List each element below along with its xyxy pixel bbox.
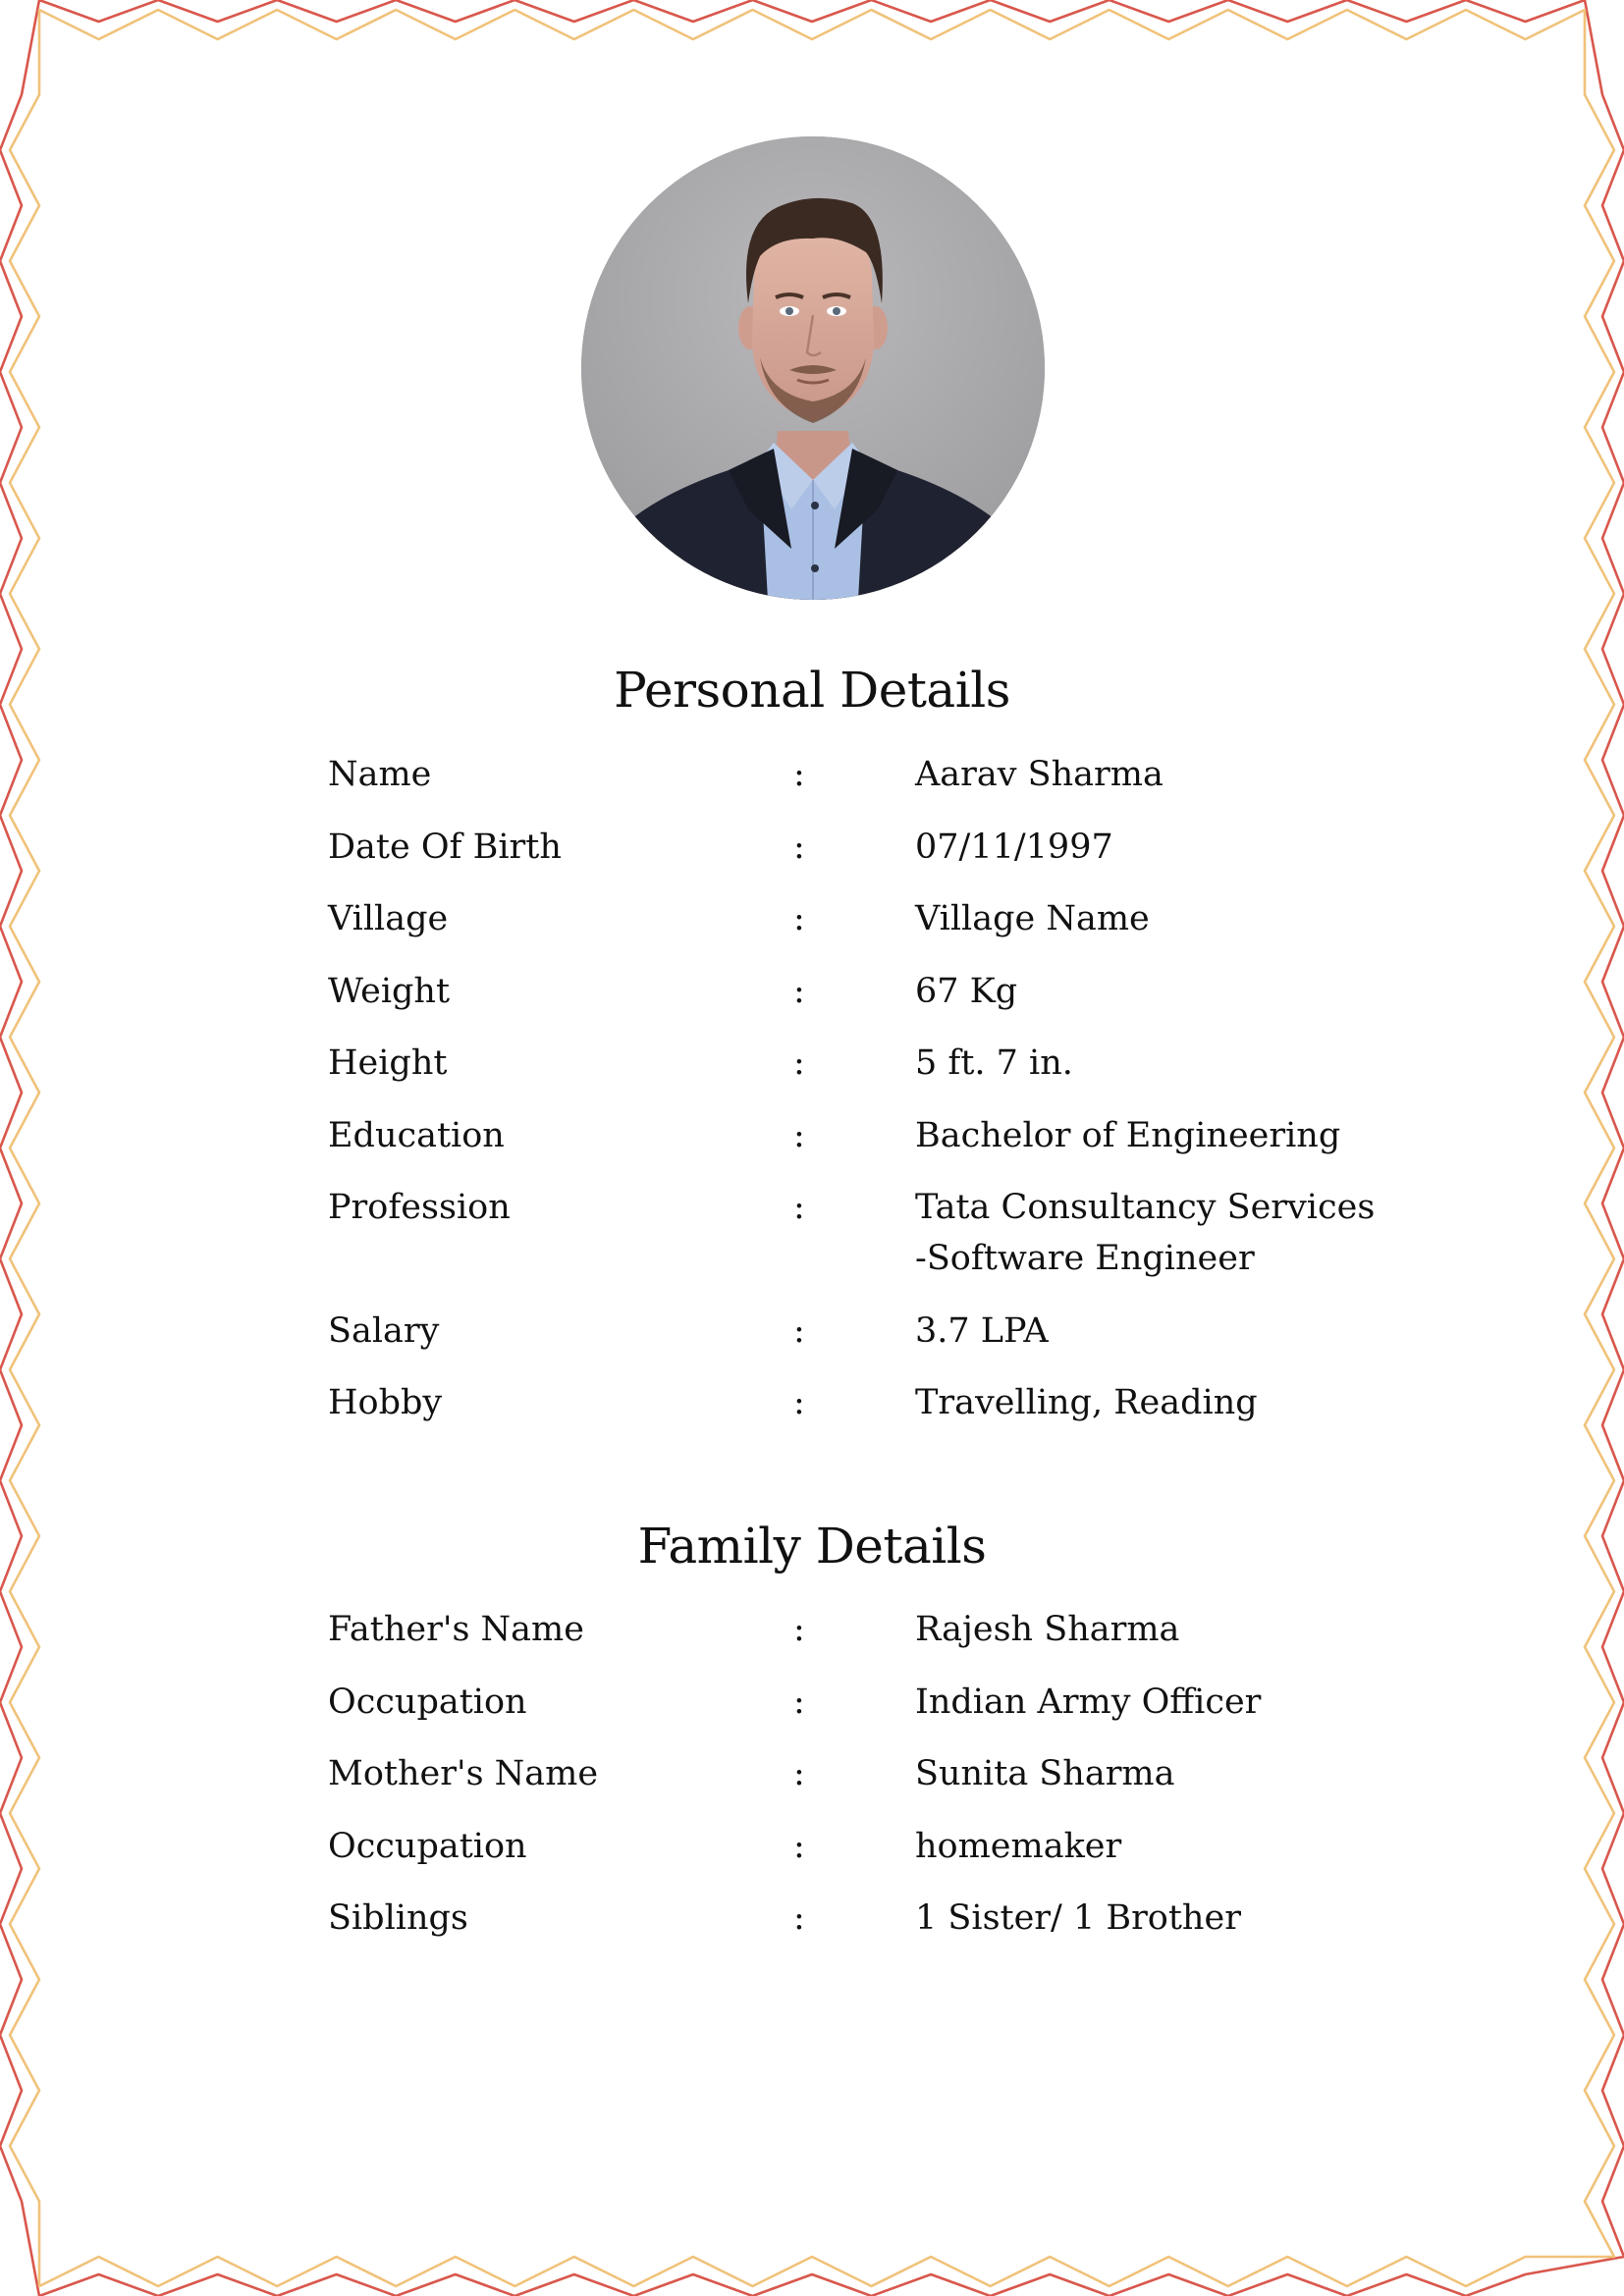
- profile-photo: [581, 136, 1045, 600]
- personal-detail-row: [328, 1038, 1408, 1089]
- detail-value-line: 1 Sister/ 1 Brother: [915, 1898, 1241, 1938]
- detail-value-line: 3.7 LPA: [915, 1310, 1049, 1351]
- detail-value-line: 5 ft. 7 in.: [915, 1043, 1073, 1083]
- detail-value: [915, 1748, 1408, 1799]
- family-detail-row: [328, 1677, 1408, 1728]
- detail-value: [915, 1604, 1408, 1655]
- detail-label: Village: [328, 899, 449, 938]
- personal-detail-row: [328, 1110, 1408, 1161]
- detail-label: Height: [328, 1043, 448, 1083]
- family-detail-row: [328, 1748, 1408, 1799]
- colon-separator: :: [793, 1826, 805, 1866]
- colon-separator: :: [793, 971, 805, 1011]
- detail-label: Profession: [328, 1188, 511, 1227]
- detail-label: Mother's Name: [328, 1754, 599, 1793]
- detail-label: Occupation: [328, 1826, 527, 1866]
- colon-separator: :: [793, 1188, 805, 1227]
- detail-value-line: -Software Engineer: [915, 1239, 1255, 1278]
- colon-separator: :: [793, 755, 805, 794]
- detail-value: [915, 1110, 1408, 1161]
- personal-detail-row: [328, 1306, 1408, 1357]
- detail-value: [915, 893, 1408, 944]
- colon-separator: :: [793, 1115, 805, 1155]
- detail-value-line: homemaker: [915, 1826, 1122, 1866]
- colon-separator: :: [793, 1043, 805, 1083]
- detail-label: Occupation: [328, 1682, 527, 1722]
- detail-value-line: Aarav Sharma: [915, 755, 1164, 794]
- detail-value: [915, 1306, 1408, 1357]
- colon-separator: :: [793, 1310, 805, 1351]
- family-details-heading: Family Details: [637, 1518, 987, 1575]
- detail-value: [915, 966, 1408, 1017]
- personal-detail-row: [328, 1377, 1408, 1428]
- detail-value-line: Sunita Sharma: [915, 1754, 1175, 1793]
- personal-detail-row: [328, 749, 1408, 800]
- personal-details-heading: Personal Details: [614, 662, 1010, 719]
- detail-value-line: Travelling, Reading: [915, 1383, 1258, 1422]
- detail-value: [915, 1182, 1408, 1284]
- detail-label: Salary: [328, 1310, 440, 1351]
- detail-value-line: Bachelor of Engineering: [915, 1115, 1341, 1155]
- colon-separator: :: [793, 1610, 805, 1649]
- colon-separator: :: [793, 1754, 805, 1793]
- detail-label: Education: [328, 1115, 505, 1155]
- detail-label: Weight: [328, 971, 451, 1011]
- detail-value-line: Indian Army Officer: [915, 1682, 1262, 1722]
- detail-label: Father's Name: [328, 1610, 584, 1649]
- family-detail-row: [328, 1893, 1408, 1944]
- detail-label: Siblings: [328, 1898, 468, 1938]
- detail-value: [915, 1038, 1408, 1089]
- personal-details-list: [328, 749, 1408, 1450]
- detail-value: [915, 822, 1408, 873]
- detail-value-line: Village Name: [915, 899, 1150, 938]
- colon-separator: :: [793, 1383, 805, 1422]
- detail-value: [915, 749, 1408, 800]
- detail-value-line: Rajesh Sharma: [915, 1610, 1180, 1649]
- detail-label: Date Of Birth: [328, 827, 562, 867]
- family-detail-row: [328, 1821, 1408, 1872]
- detail-value-line: Tata Consultancy Services: [915, 1188, 1376, 1227]
- detail-value-line: 07/11/1997: [915, 827, 1113, 867]
- colon-separator: :: [793, 899, 805, 938]
- detail-value: [915, 1893, 1408, 1944]
- family-details-list: [328, 1604, 1408, 1965]
- detail-label: Hobby: [328, 1383, 443, 1422]
- detail-value-line: 67 Kg: [915, 971, 1018, 1011]
- detail-value: [915, 1677, 1408, 1728]
- colon-separator: :: [793, 827, 805, 867]
- personal-detail-row: [328, 966, 1408, 1017]
- colon-separator: :: [793, 1898, 805, 1938]
- personal-detail-row: [328, 893, 1408, 944]
- detail-value: [915, 1377, 1408, 1428]
- personal-detail-row: [328, 1182, 1408, 1284]
- family-detail-row: [328, 1604, 1408, 1655]
- colon-separator: :: [793, 1682, 805, 1722]
- detail-label: Name: [328, 755, 432, 794]
- personal-detail-row: [328, 822, 1408, 873]
- detail-value: [915, 1821, 1408, 1872]
- person-portrait-image: [581, 136, 1045, 600]
